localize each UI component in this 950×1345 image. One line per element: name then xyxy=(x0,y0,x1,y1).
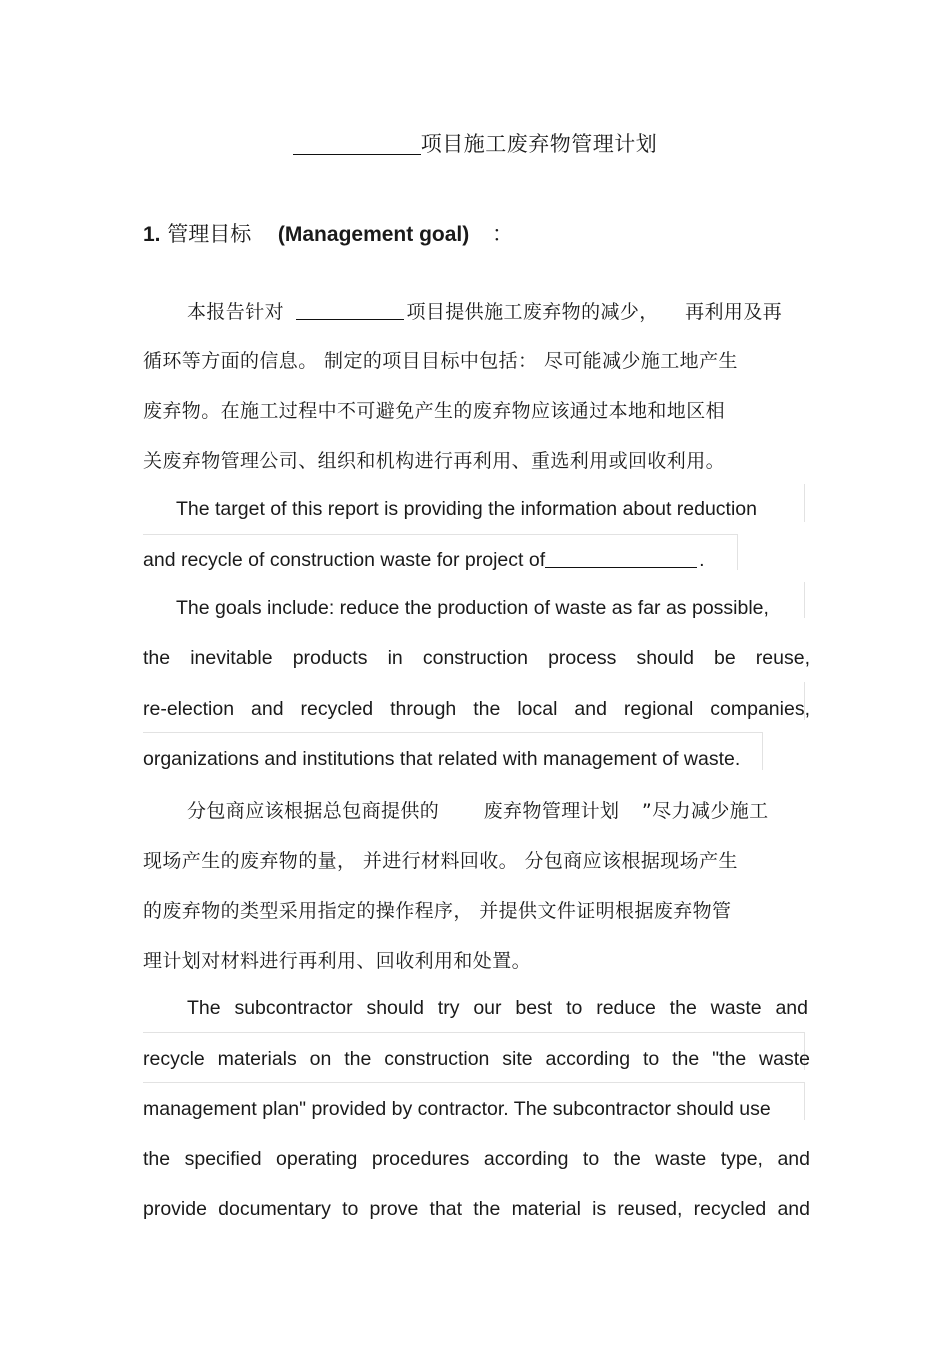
p1-cn-line-4: 关废弃物管理公司、组织和机构进行再利用、重选利用或回收利用。 xyxy=(143,450,726,472)
p1-blank xyxy=(296,318,404,320)
faint-rule xyxy=(804,484,805,522)
p1-cn-1b: 项目提供施工废弃物的减少， xyxy=(406,301,659,323)
p2-en-line-4: organizations and institutions that related with management of waste. xyxy=(143,748,741,770)
p2-en-line-3: re-election and recycled through the local and regional companies, xyxy=(143,698,810,720)
document-title xyxy=(0,128,950,158)
faint-rule xyxy=(143,534,738,535)
heading-en: (Management goal) xyxy=(277,223,470,246)
p2-en-line-1: The goals include: reduce the production of waste as far as possible, xyxy=(176,597,769,619)
p3-en-line-5: provide documentary to prove that the material is reused, recycled and xyxy=(143,1198,810,1220)
p3-cn-line-1 xyxy=(187,796,769,823)
p3-en-line-2: recycle materials on the construction site according to the "the waste xyxy=(143,1048,810,1070)
p3-cn-1a: 分包商应该根据总包商提供的 xyxy=(187,800,440,822)
faint-rule xyxy=(804,582,805,618)
title-text: 项目施工废弃物管理计划 xyxy=(420,132,658,156)
title-blank-underline xyxy=(293,153,421,155)
section-heading xyxy=(143,218,513,248)
p1-cn-1c: 再利用及再 xyxy=(685,301,783,323)
p1-en-2b: . xyxy=(699,549,705,571)
p1-cn-1a: 本报告针对 xyxy=(187,301,285,323)
p3-cn-1b: 废弃物管理计划 xyxy=(483,800,620,822)
p1-cn-line-3: 废弃物。在施工过程中不可避免产生的废弃物应该通过本地和地区相 xyxy=(143,400,726,422)
p3-en-line-4: the specified operating procedures according to the waste type, and xyxy=(143,1148,810,1170)
project-blank xyxy=(545,566,697,568)
faint-rule xyxy=(143,1082,805,1083)
faint-rule xyxy=(737,534,738,570)
p3-en-line-1: The subcontractor should try our best to reduce the waste and xyxy=(187,997,808,1019)
p3-cn-line-3: 的废弃物的类型采用指定的操作程序， 并提供文件证明根据废弃物管 xyxy=(143,900,732,922)
p3-en-line-3: management plan" provided by contractor. The subcontractor should use xyxy=(143,1098,771,1120)
p2-en-line-2: the inevitable products in construction process should be reuse, xyxy=(143,647,810,669)
heading-colon: ： xyxy=(491,222,513,246)
p3-cn-1c: ”尽力减少施工 xyxy=(641,800,769,822)
p1-cn-line-2: 循环等方面的信息。 制定的项目目标中包括： 尽可能减少施工地产生 xyxy=(143,350,738,372)
p1-en-line-1: The target of this report is providing the information about reduction xyxy=(176,498,757,520)
heading-cn: 管理目标 xyxy=(167,222,252,246)
p1-en-line-2 xyxy=(143,549,705,572)
p3-cn-line-4: 理计划对材料进行再利用、回收利用和处置。 xyxy=(143,950,532,972)
p1-cn-line-1 xyxy=(187,297,782,324)
heading-number: 1. xyxy=(143,223,161,246)
p1-en-2a: and recycle of construction waste for project of xyxy=(143,549,546,571)
faint-rule xyxy=(143,1032,805,1033)
faint-rule xyxy=(804,1082,805,1120)
faint-rule xyxy=(143,732,763,733)
p3-cn-line-2: 现场产生的废弃物的量， 并进行材料回收。 分包商应该根据现场产生 xyxy=(143,850,738,872)
faint-rule xyxy=(762,732,763,770)
